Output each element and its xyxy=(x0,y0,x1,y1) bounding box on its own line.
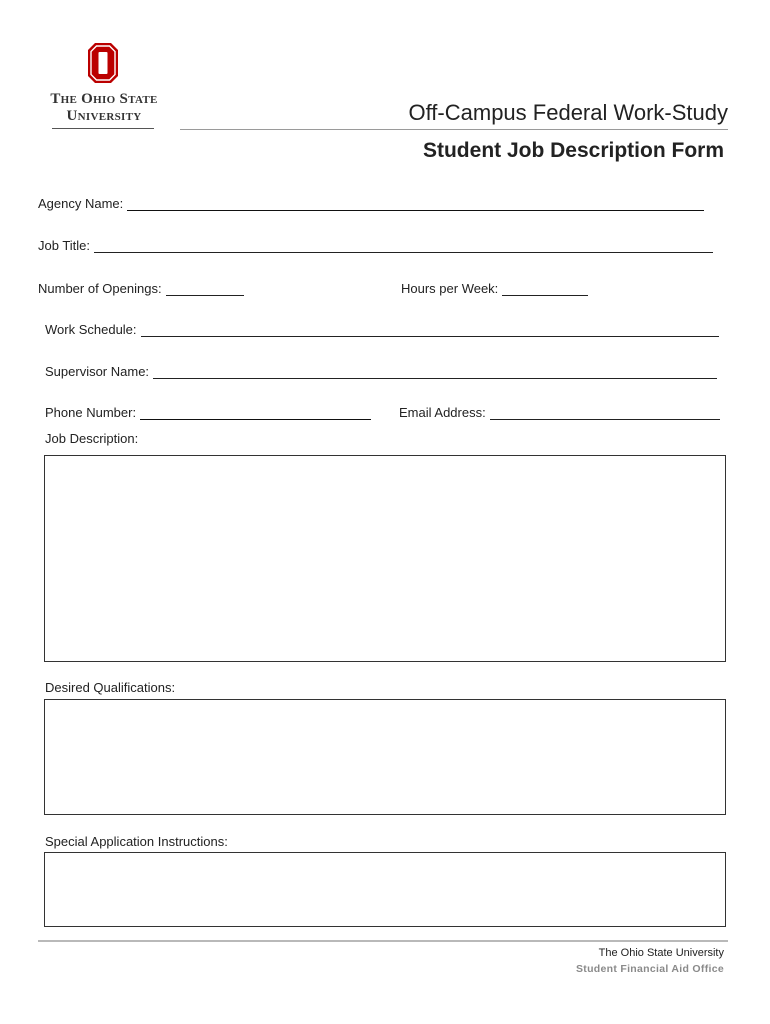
desired-qualifications-box[interactable] xyxy=(44,699,726,815)
footer-university: The Ohio State University xyxy=(598,947,724,959)
logo-underline xyxy=(52,128,154,129)
agency-name-row xyxy=(38,196,704,211)
work-schedule-label: Work Schedule: xyxy=(45,322,137,337)
special-instructions-label: Special Application Instructions: xyxy=(45,834,228,849)
work-schedule-row xyxy=(45,322,719,337)
university-name-line2: University xyxy=(66,108,142,124)
university-name-line1: The Ohio State xyxy=(50,91,158,107)
university-logo xyxy=(38,40,170,132)
supervisor-name-label: Supervisor Name: xyxy=(45,364,150,379)
agency-name-field[interactable] xyxy=(127,197,704,211)
form-title: Off-Campus Federal Work-Study xyxy=(408,100,728,125)
email-address-field[interactable] xyxy=(490,406,720,420)
block-o-logo-icon xyxy=(87,42,119,84)
supervisor-name-field[interactable] xyxy=(153,365,717,379)
hours-per-week-row xyxy=(401,281,588,296)
job-title-label: Job Title: xyxy=(38,238,91,253)
desired-qualifications-label: Desired Qualifications: xyxy=(45,680,176,695)
job-title-field[interactable] xyxy=(94,239,713,253)
number-of-openings-row xyxy=(38,281,244,296)
supervisor-name-row xyxy=(45,364,717,379)
job-description-label: Job Description: xyxy=(45,431,139,446)
email-address-label: Email Address: xyxy=(399,405,486,420)
footer-office: Student Financial Aid Office xyxy=(575,963,724,975)
job-title-row xyxy=(38,238,713,253)
agency-name-label: Agency Name: xyxy=(38,196,124,211)
hours-per-week-field[interactable] xyxy=(502,282,588,296)
hours-per-week-label: Hours per Week: xyxy=(401,281,499,296)
work-schedule-field[interactable] xyxy=(141,323,719,337)
footer-divider xyxy=(38,940,728,942)
phone-number-label: Phone Number: xyxy=(45,405,137,420)
number-of-openings-label: Number of Openings: xyxy=(38,281,162,296)
number-of-openings-field[interactable] xyxy=(166,282,244,296)
phone-number-row xyxy=(45,405,371,420)
form-subtitle: Student Job Description Form xyxy=(422,139,724,162)
email-address-row xyxy=(399,405,720,420)
special-instructions-box[interactable] xyxy=(44,852,726,927)
title-divider xyxy=(180,129,728,130)
job-description-box[interactable] xyxy=(44,455,726,662)
phone-number-field[interactable] xyxy=(140,406,371,420)
